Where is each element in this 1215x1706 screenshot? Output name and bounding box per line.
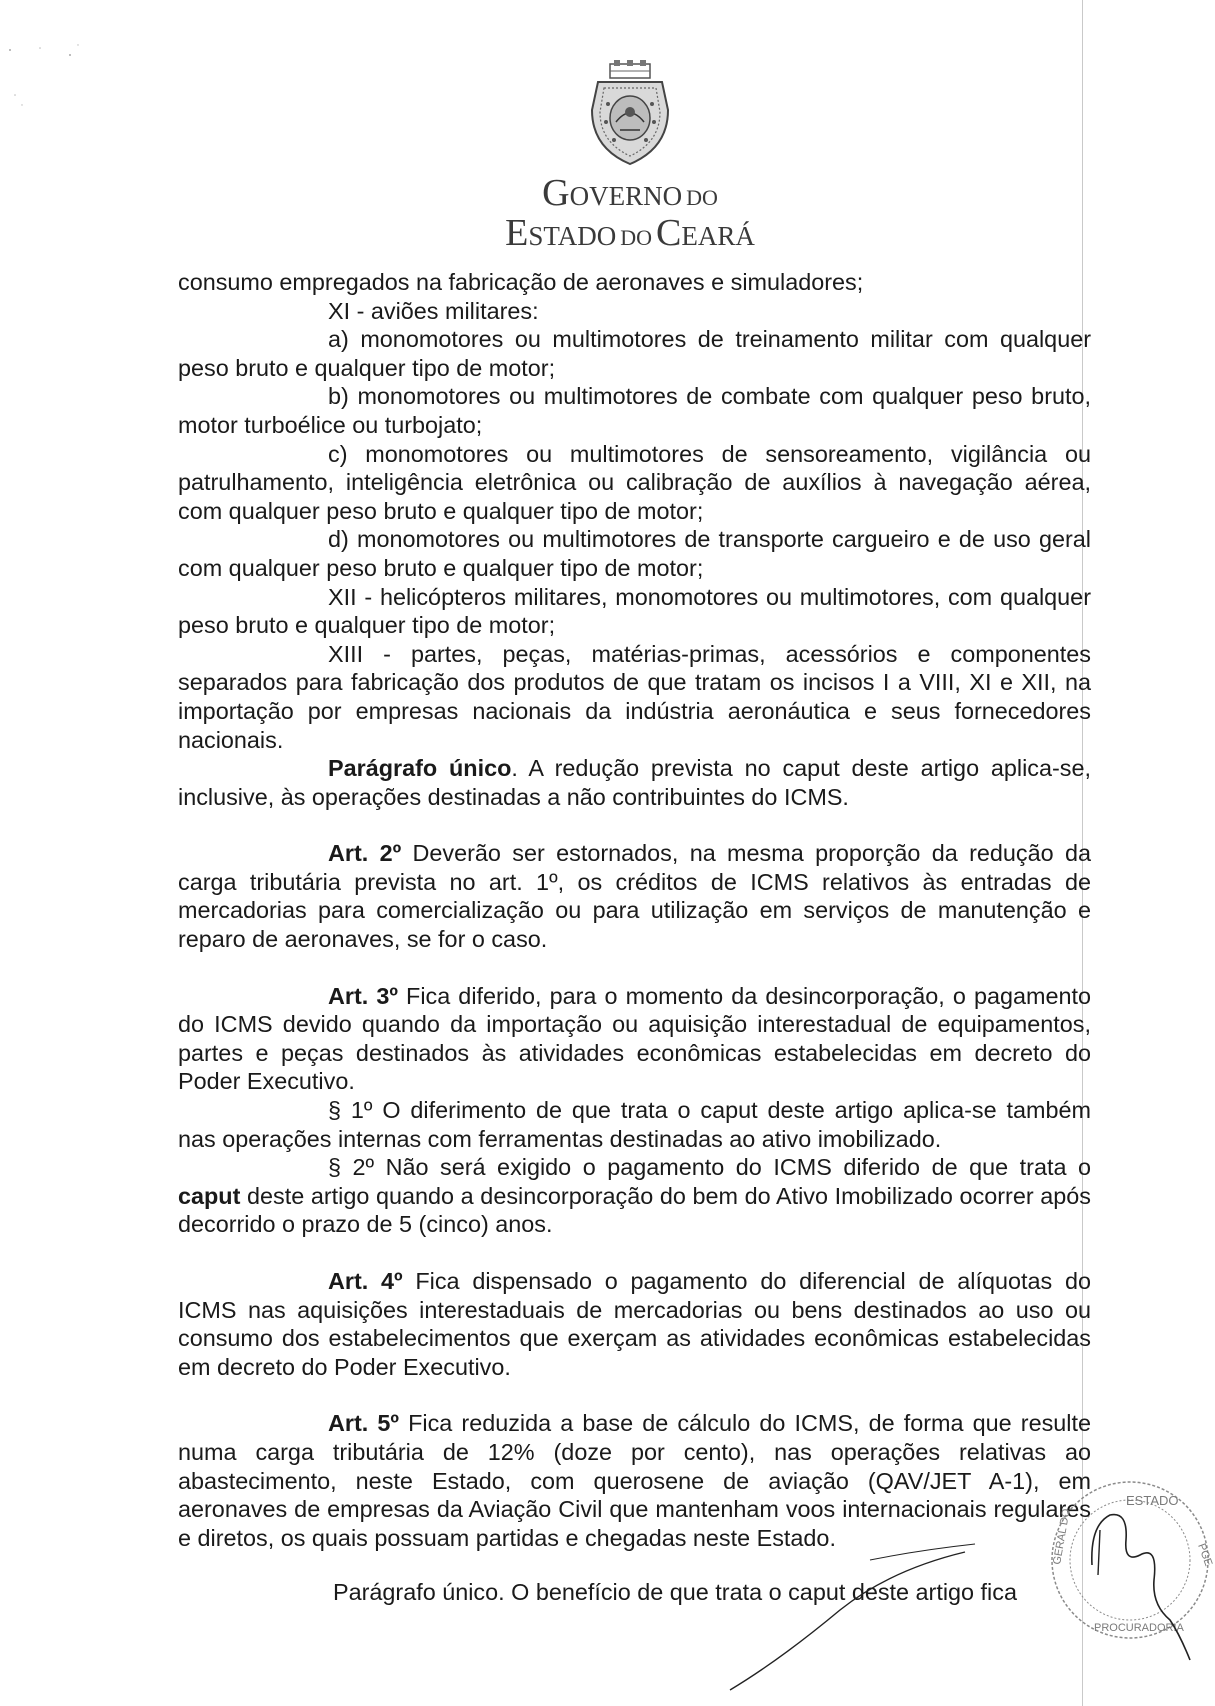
letterhead-word-stado: STADO	[528, 221, 617, 251]
stamp-text-bottom: PROCURADORIA	[1094, 1622, 1184, 1634]
paragrafo-unico-label: Parágrafo único	[328, 755, 512, 782]
letterhead-cap-g: G	[542, 172, 570, 214]
letterhead-word-do: DO	[686, 185, 718, 210]
article-3-paragraph-2	[178, 1153, 1091, 1239]
stamp-text-right: PGE	[1195, 1541, 1215, 1568]
letterhead	[420, 60, 840, 252]
letterhead-word-overno: OVERNO	[569, 181, 683, 211]
article-3-paragraph-2-b: deste artigo quando a desincorporação do bem do Ativo Imobilizado ocorrer após decorrido o prazo de 5 (cinco) anos.	[178, 1182, 1091, 1238]
ceara-coat-of-arms-icon	[584, 60, 676, 168]
article-3-paragraph-2-caput: caput	[178, 1182, 241, 1209]
alinea-b: b) monomotores ou multimotores de combate com qualquer peso bruto, motor turboélice ou turbojato;	[178, 383, 1091, 438]
letterhead-cap-c: C	[655, 212, 682, 254]
article-3-paragraph-2-a: § 2º Não será exigido o pagamento do ICMS diferido de que trata o	[328, 1154, 1091, 1181]
article-5	[178, 1409, 1091, 1552]
alinea-a: a) monomotores ou multimotores de treinamento militar com qualquer peso bruto e qualquer tipo de motor;	[178, 326, 1091, 381]
article-4-text: Fica dispensado o pagamento do diferencial de alíquotas do ICMS nas aquisições interestaduais de mercadorias ou bens destinados ao uso ou consumo dos estabelecimentos que exerçam as atividades econômicas estabelecidas em decreto do Poder Executivo.	[178, 1268, 1091, 1380]
article-5-label: Art. 5º	[328, 1410, 399, 1437]
article-5-text: Fica reduzida a base de cálculo do ICMS, de forma que resulte numa carga tributária de 12% (doze por cento), nas operações relativas ao abastecimento, neste Estado, com querosene de aviação (QAV/JET A-1), em aeronaves de empresas da Aviação Civil que mantenham voos internacionais regulares e diretos, os quais possuam partidas e chegadas neste Estado.	[178, 1410, 1091, 1551]
letterhead-word-eara: EARÁ	[681, 221, 755, 251]
article-2-label: Art. 2º	[328, 840, 402, 867]
article-4-label: Art. 4º	[328, 1268, 403, 1294]
letterhead-cap-e: E	[505, 212, 529, 254]
paragrafo-unico-art5: Parágrafo único. O benefício de que trata o caput deste artigo fica	[333, 1579, 1017, 1606]
article-2-text: Deverão ser estornados, na mesma proporção da redução da carga tributária prevista no art. 1º, os créditos de ICMS relativos às entradas de mercadorias para comercialização ou para utilização em serviços de manutenção e reparo de aeronaves, se for o caso.	[178, 840, 1091, 953]
paragrafo-unico-text: . A redução prevista no caput deste artigo aplica-se, inclusive, às operações destinadas a não contribuintes do ICMS.	[178, 755, 1092, 810]
inciso-xii: XII - helicópteros militares, monomotores ou multimotores, com qualquer peso bruto e qualquer tipo de motor;	[178, 583, 1091, 639]
letterhead-line-1	[420, 174, 840, 212]
article-3-text: Fica diferido, para o momento da desincorporação, o pagamento do ICMS devido quando da importação ou aquisição interestadual de equipamentos, partes e peças destinados às atividades econômicas estabelecidas em decreto do Poder Executivo.	[178, 982, 1091, 1095]
article-4	[178, 1267, 1091, 1381]
paragrafo-unico-art1	[178, 754, 1091, 811]
article-2	[178, 839, 1091, 953]
procuradoria-stamp	[1030, 1445, 1215, 1675]
signature-stroke	[720, 1540, 980, 1700]
alinea-c: c) monomotores ou multimotores de sensoreamento, vigilância ou patrulhamento, inteligência eletrônica ou calibração de auxílios à navegação aérea, com qualquer peso bruto e qualquer tipo de motor;	[178, 440, 1091, 524]
alinea-d: d) monomotores ou multimotores de transporte cargueiro e de uso geral com qualquer peso bruto e qualquer tipo de motor;	[178, 526, 1091, 581]
letterhead-word-do-2: DO	[620, 225, 652, 250]
inciso-xiii: XIII - partes, peças, matérias-primas, acessórios e componentes separados para fabricação dos produtos de que tratam os incisos I a VIII, XI e XII, na importação por empresas nacionais da indústria aeronáutica e seus fornecedores nacionais.	[178, 640, 1091, 753]
scan-specks	[0, 30, 120, 150]
letterhead-line-2	[420, 214, 840, 252]
article-3	[178, 982, 1091, 1096]
inciso-xi: XI - aviões militares:	[328, 297, 539, 324]
stamp-text-top: ESTADO	[1126, 1493, 1179, 1508]
stamp-text-left: GERAL DO	[1051, 1507, 1073, 1566]
paragraph-consumo: consumo empregados na fabricação de aeronaves e simuladores;	[178, 269, 864, 295]
article-3-label: Art. 3º	[328, 982, 398, 1009]
article-3-paragraph-1: § 1º O diferimento de que trata o caput deste artigo aplica-se também nas operações internas com ferramentas destinadas ao ativo imobilizado.	[178, 1097, 1091, 1152]
document-body	[178, 268, 1091, 1607]
